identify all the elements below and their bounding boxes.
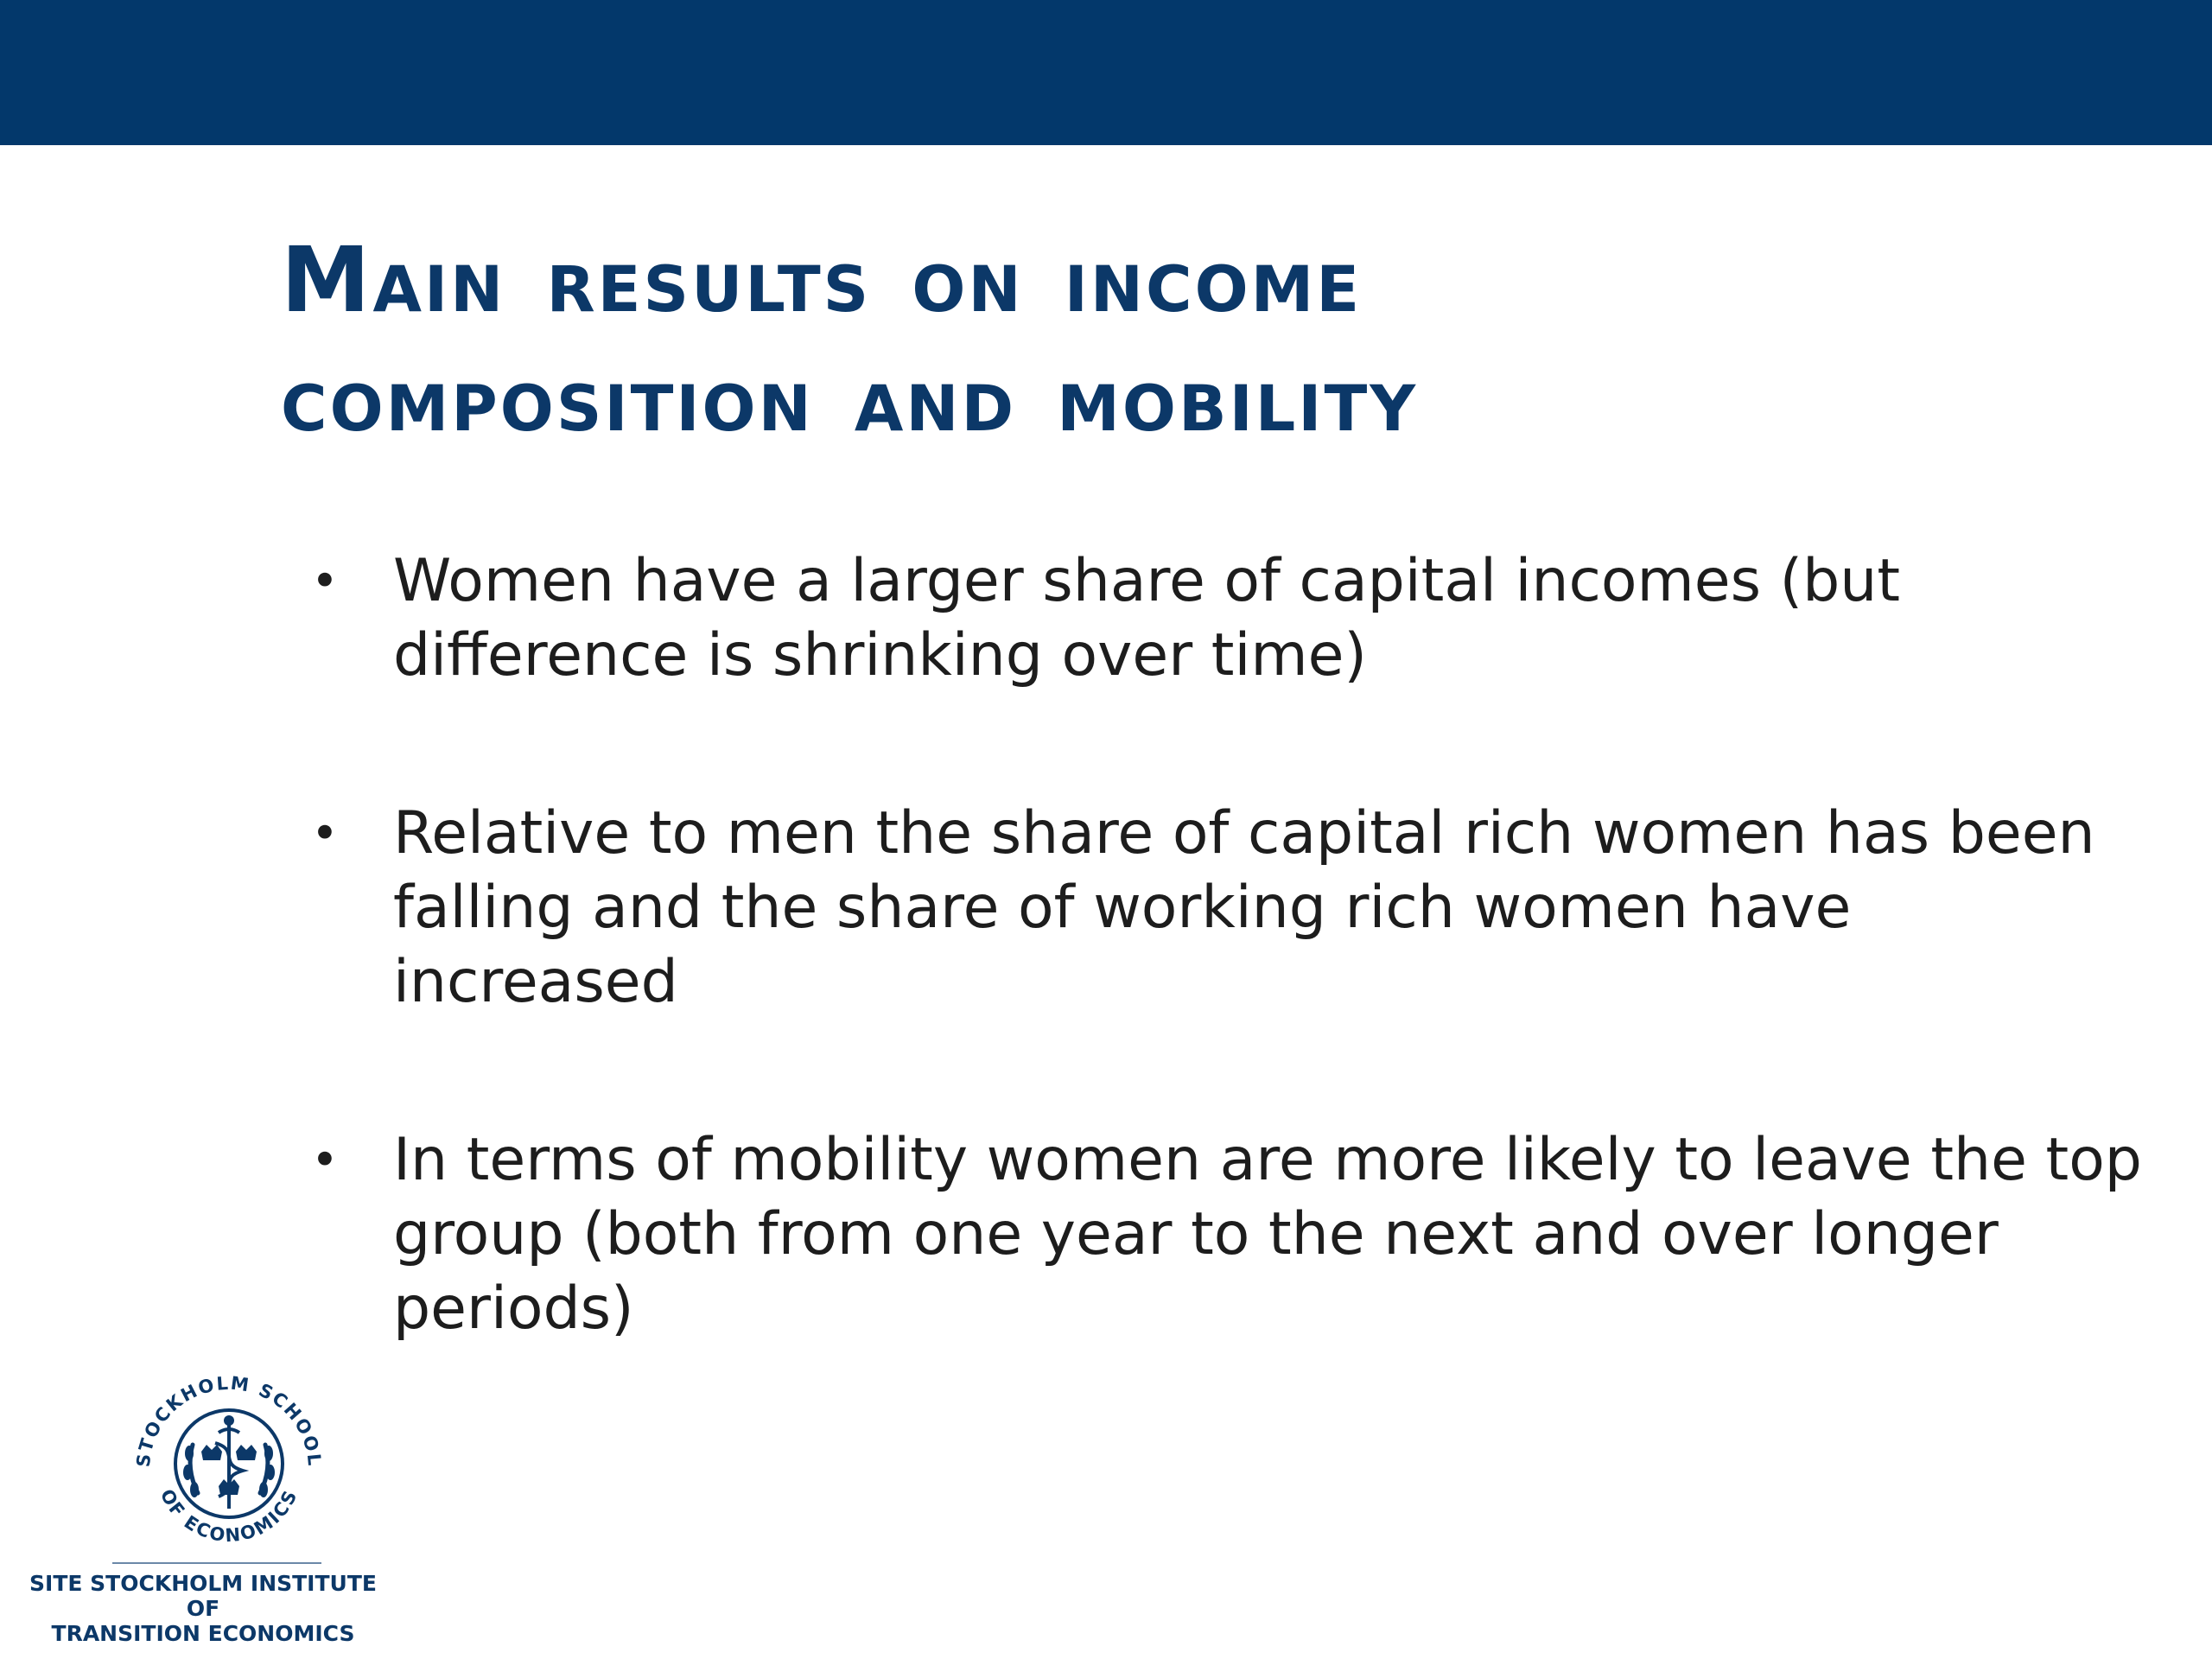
bullet-text: Women have a larger share of capital incomes (but difference is shrinking over time) (393, 547, 1901, 690)
bullet-point-icon: • (311, 554, 339, 608)
bullet-item (311, 1123, 2143, 1346)
seal-text-top: STOCKHOLM SCHOOL (132, 1372, 326, 1469)
slide-title-line-2: composition and mobility (281, 346, 1419, 452)
logo-caption-line-2: TRANSITION ECONOMICS (51, 1621, 355, 1646)
logo-caption (26, 1571, 380, 1646)
seal-text-bottom: OF ECONOMICS (156, 1485, 302, 1547)
site-logo (26, 1357, 380, 1646)
bullet-item (311, 544, 2143, 693)
slide-title-line-1: Main results on income (281, 227, 1363, 333)
slide-title (281, 220, 2009, 459)
bullet-point-icon: • (311, 1133, 339, 1187)
logo-caption-line-1: SITE STOCKHOLM INSTITUTE OF (29, 1571, 377, 1621)
logo-divider (112, 1562, 321, 1564)
stockholm-school-seal-icon (125, 1357, 333, 1564)
header-bar (0, 0, 2212, 145)
bullet-text: In terms of mobility women are more likely to leave the top group (both from one year to the next and over longer periods) (393, 1126, 2142, 1343)
bullet-item (311, 797, 2143, 1020)
bullet-text: Relative to men the share of capital rich women has been falling and the share of working rich women have increased (393, 799, 2095, 1016)
bullet-point-icon: • (311, 806, 339, 861)
bullet-list (311, 544, 2143, 1346)
